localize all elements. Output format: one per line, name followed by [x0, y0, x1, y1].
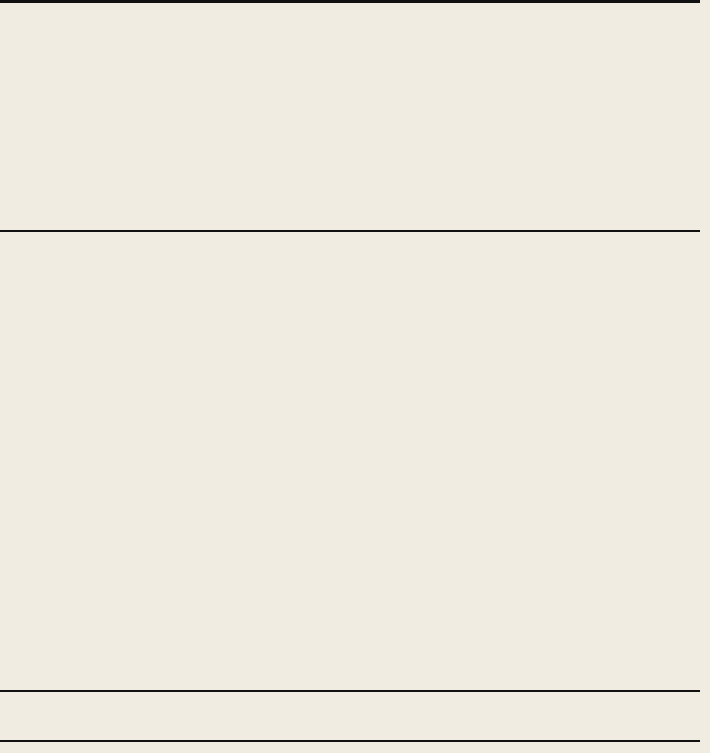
- body-rule: [0, 690, 700, 692]
- top-rule: [0, 0, 700, 3]
- bottom-rule: [0, 740, 700, 742]
- header-rule: [0, 230, 700, 232]
